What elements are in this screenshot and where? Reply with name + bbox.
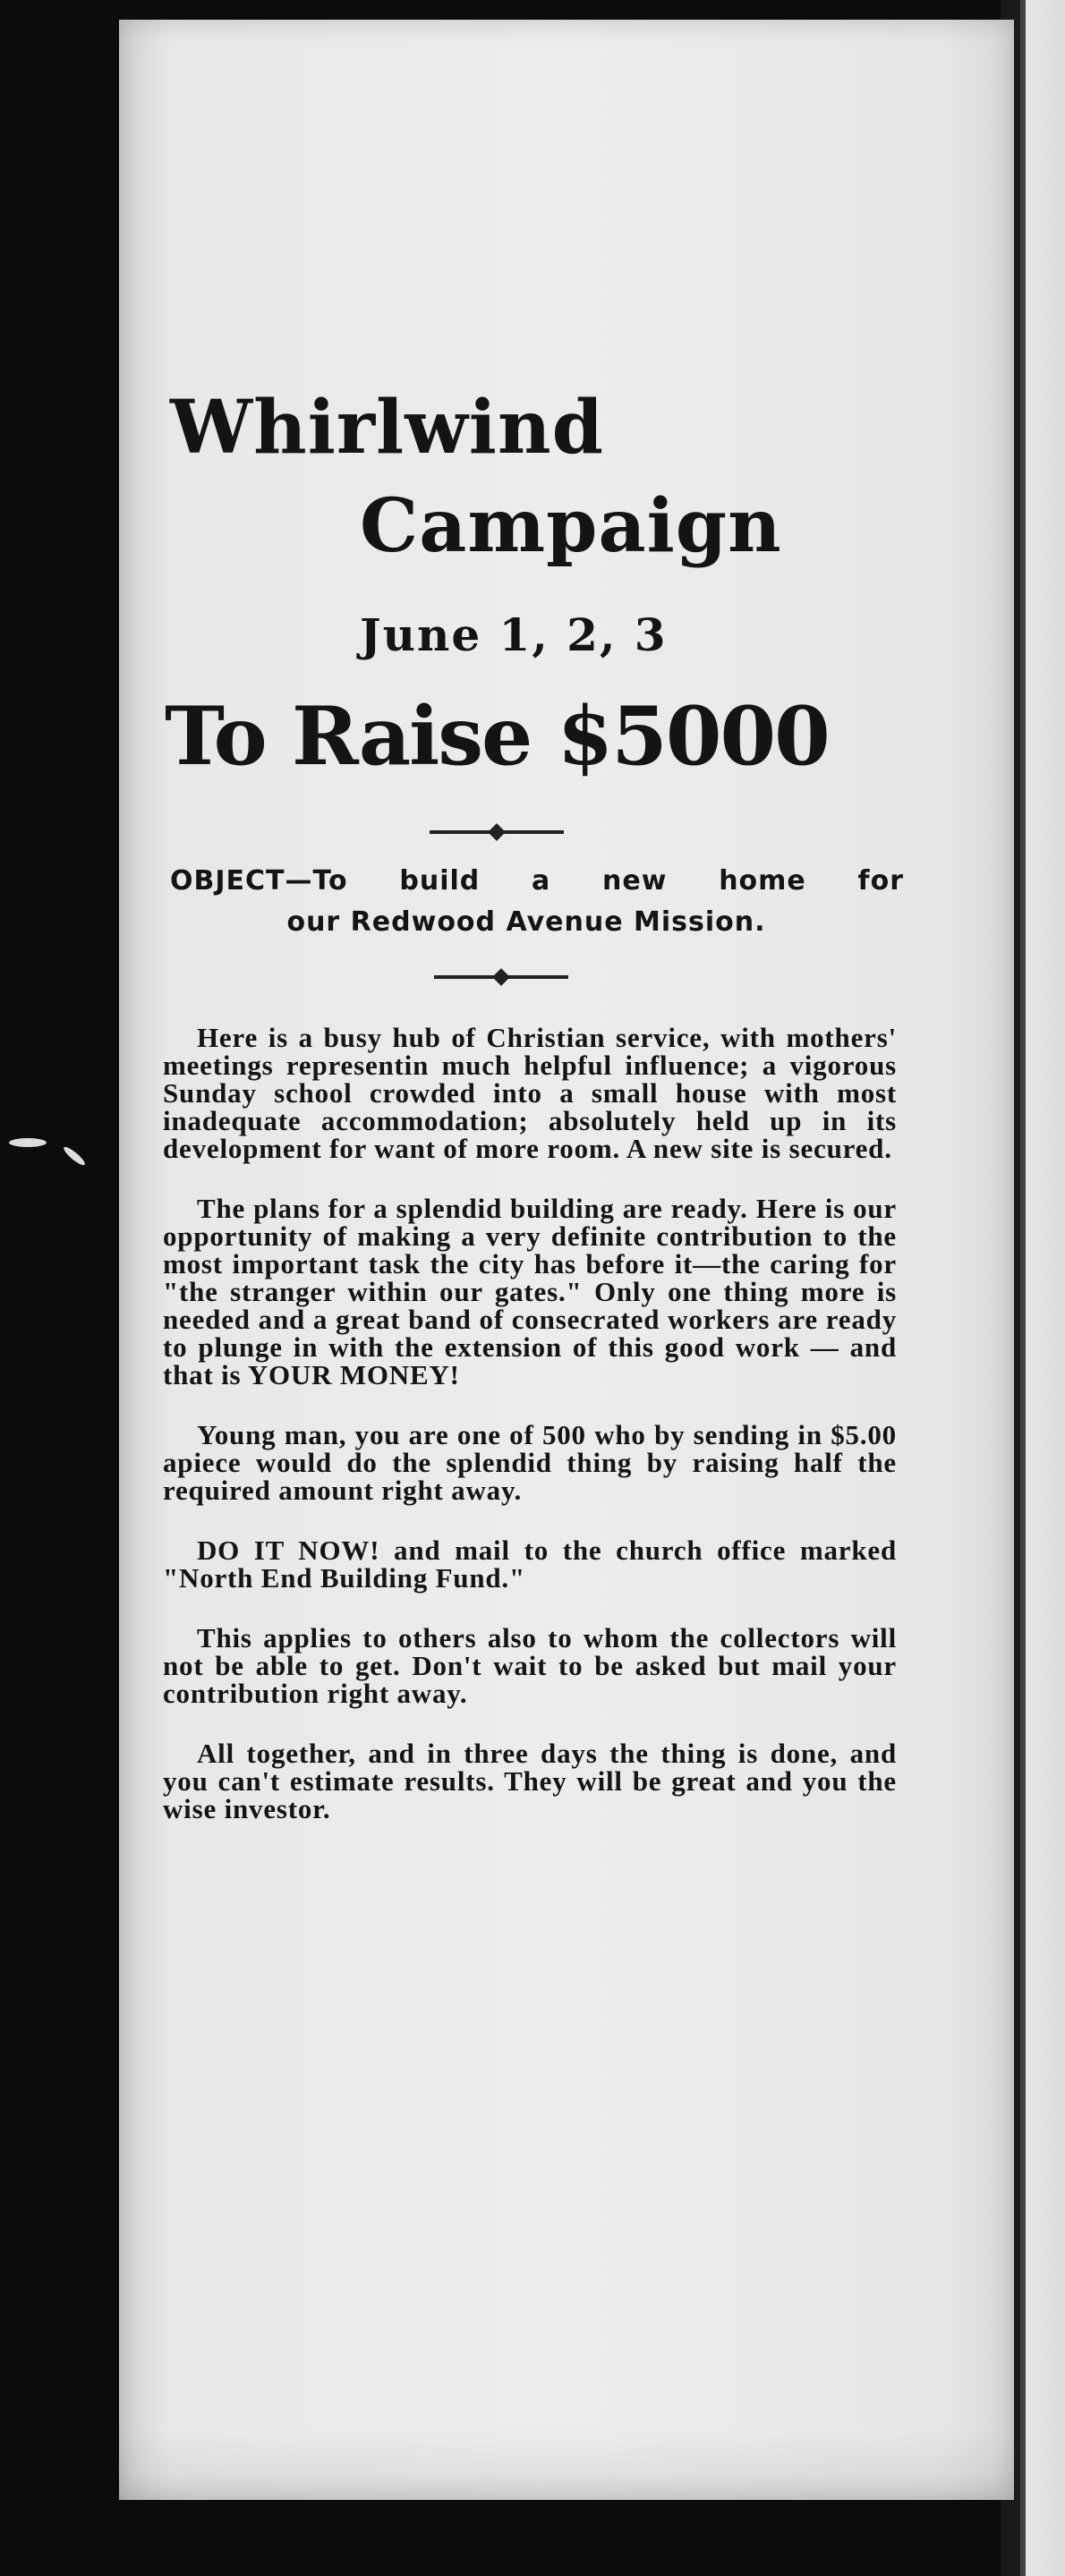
- paragraph: Young man, you are one of 500 who by sending in $5.00 apiece would do the splendid thing by raising half the required amount right away.: [163, 1419, 897, 1506]
- ornament-divider: [434, 975, 568, 979]
- ornament-divider: [430, 830, 564, 834]
- campaign-object: [170, 861, 904, 943]
- object-line-1: OBJECT—To build a new home for: [170, 865, 904, 897]
- headline-campaign: Campaign: [360, 483, 782, 569]
- fundraising-goal: To Raise $5000: [165, 689, 829, 784]
- paragraph: The plans for a splendid building are ready. Here is our opportunity of making a very definite contribution to the most important task the city has before it—the caring for "the stranger within our gates." Only one thing more is needed and a great band of consecrated workers are ready to plunge in with the extension of this good work — and that is YOUR MONEY!: [163, 1193, 897, 1390]
- paragraph: All together, and in three days the thing is done, and you can't estimate results. They will be great and you the wise investor.: [163, 1738, 897, 1824]
- object-line-2: our Redwood Avenue Mission.: [286, 906, 766, 938]
- appeal-body: [163, 1024, 897, 1855]
- paragraph: This applies to others also to whom the collectors will not be able to get. Don't wait to be asked but mail your contribution right away.: [163, 1622, 897, 1709]
- paragraph: Here is a busy hub of Christian service, with mothers' meetings representin much helpful influence; a vigorous Sunday school crowded into a small house with most inadequate accommodation; absolutely held up in its development for want of more room. A new site is secured.: [163, 1022, 897, 1164]
- scan-speck: [62, 1144, 87, 1167]
- paragraph: DO IT NOW! and mail to the church office marked "North End Building Fund.": [163, 1535, 897, 1594]
- campaign-dates: June 1, 2, 3: [360, 608, 668, 661]
- headline-whirlwind: Whirlwind: [170, 385, 604, 471]
- scan-speck: [9, 1138, 47, 1147]
